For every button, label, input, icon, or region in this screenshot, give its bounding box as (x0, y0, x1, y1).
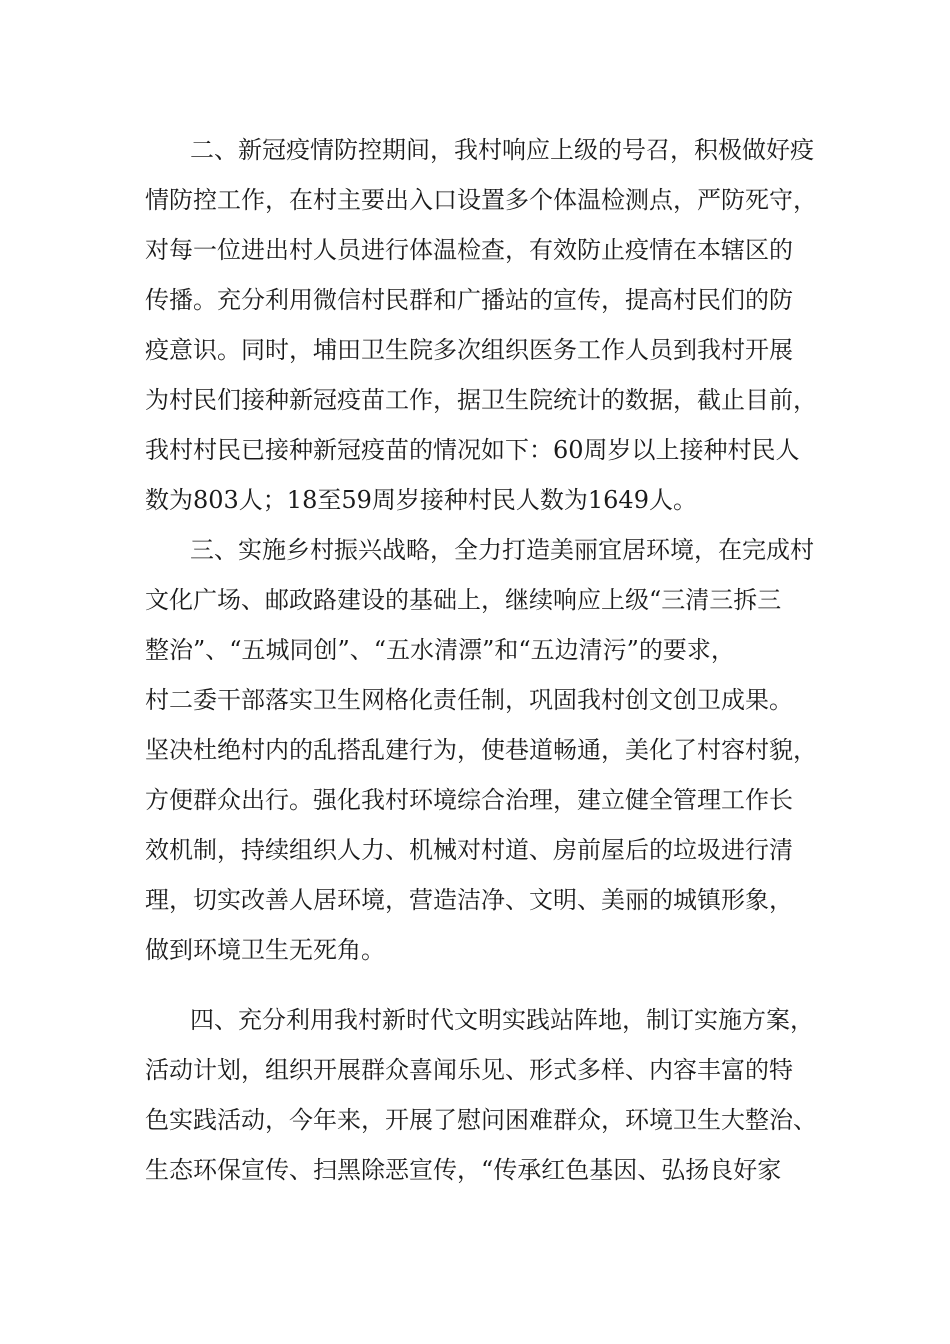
paragraph-2-line-2: 情防控工作，在村主要出入口设置多个体温检测点，严防死守， (145, 186, 817, 214)
paragraph-2-line-8: 数为803人；18至59周岁接种村民人数为1649人。 (145, 486, 697, 514)
paragraph-4-line-4: 生态环保宣传、扫黑除恶宣传，“传承红色基因、弘扬良好家 (145, 1156, 782, 1184)
paragraph-3-line-1: 三、实施乡村振兴战略，全力打造美丽宜居环境，在完成村 (190, 536, 814, 564)
paragraph-2-line-3: 对每一位进出村人员进行体温检查，有效防止疫情在本辖区的 (145, 236, 793, 264)
paragraph-4-line-2: 活动计划，组织开展群众喜闻乐见、形式多样、内容丰富的特 (145, 1056, 793, 1084)
paragraph-3-line-6: 方便群众出行。强化我村环境综合治理，建立健全管理工作长 (145, 786, 793, 814)
paragraph-3-line-4: 村二委干部落实卫生网格化责任制，巩固我村创文创卫成果。 (145, 686, 793, 714)
paragraph-3-line-3: 整治”、“五城同创”、“五水清漂”和“五边清污”的要求， (145, 636, 735, 664)
paragraph-2-line-5: 疫意识。同时，埔田卫生院多次组织医务工作人员到我村开展 (145, 336, 793, 364)
paragraph-3-line-9: 做到环境卫生无死角。 (145, 936, 385, 964)
paragraph-4-line-3: 色实践活动，今年来，开展了慰问困难群众，环境卫生大整治、 (145, 1106, 817, 1134)
paragraph-2-line-6: 为村民们接种新冠疫苗工作，据卫生院统计的数据，截止目前， (145, 386, 817, 414)
paragraph-3-line-5: 坚决杜绝村内的乱搭乱建行为，使巷道畅通，美化了村容村貌， (145, 736, 817, 764)
paragraph-2-line-7: 我村村民已接种新冠疫苗的情况如下：60周岁以上接种村民人 (145, 436, 800, 464)
paragraph-4-line-1: 四、充分利用我村新时代文明实践站阵地，制订实施方案， (190, 1006, 814, 1034)
paragraph-2-line-4: 传播。充分利用微信村民群和广播站的宣传，提高村民们的防 (145, 286, 793, 314)
paragraph-3-line-7: 效机制，持续组织人力、机械对村道、房前屋后的垃圾进行清 (145, 836, 793, 864)
paragraph-3-line-2: 文化广场、邮政路建设的基础上，继续响应上级“三清三拆三 (145, 586, 782, 614)
paragraph-3-line-8: 理，切实改善人居环境，营造洁净、文明、美丽的城镇形象， (145, 886, 793, 914)
paragraph-2-line-1: 二、新冠疫情防控期间，我村响应上级的号召，积极做好疫 (190, 136, 814, 164)
